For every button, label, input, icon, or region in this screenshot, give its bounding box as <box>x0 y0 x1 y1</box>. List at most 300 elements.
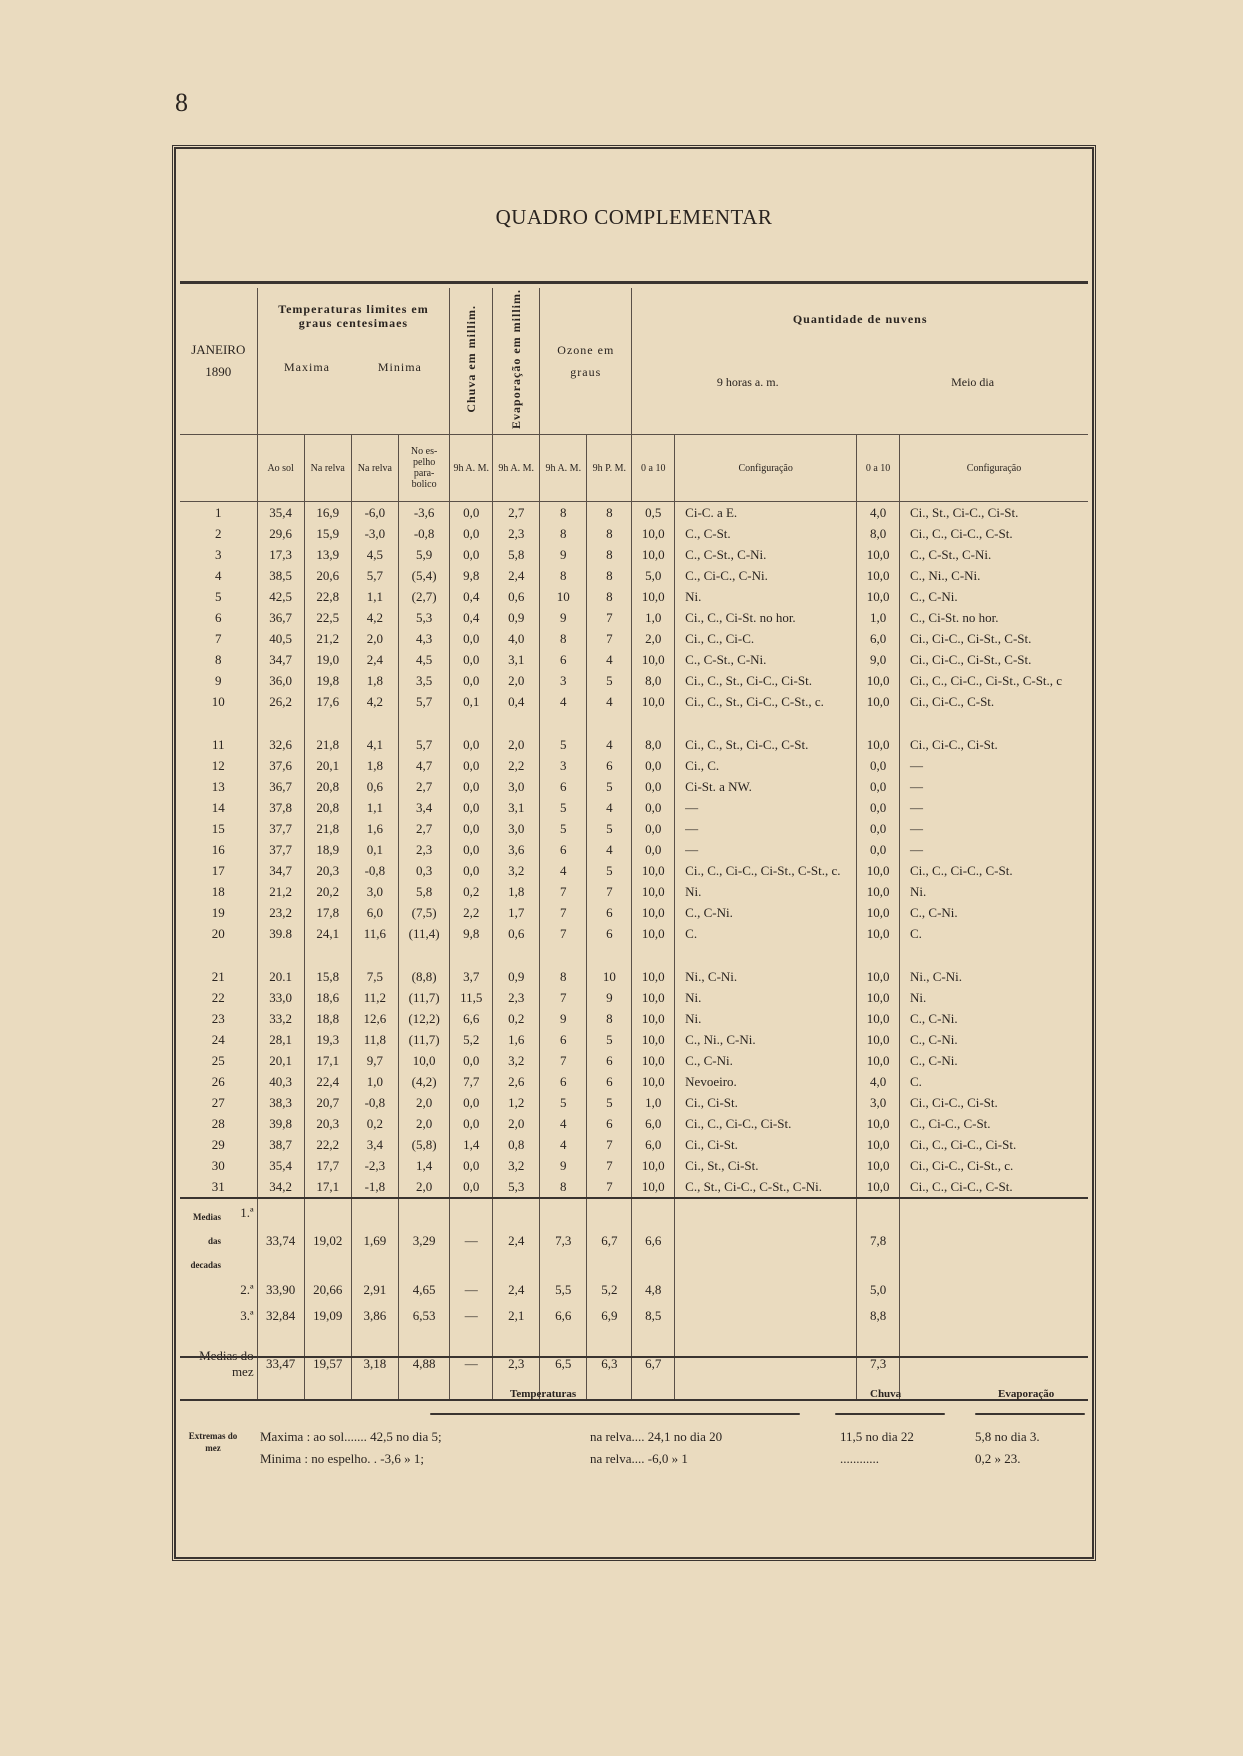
value-cell: 21,8 <box>304 734 351 755</box>
value-cell: 0,2 <box>450 881 493 902</box>
table-row <box>180 1176 1088 1198</box>
value-cell: 22,5 <box>304 607 351 628</box>
day-cell: 20 <box>211 925 225 941</box>
value-cell: 5 <box>587 1029 632 1050</box>
table-row <box>180 1050 1088 1071</box>
value-cell: 5,3 <box>493 1176 540 1198</box>
config-cell: Ci., Ci-C., Ci-St., C-St. <box>900 628 1089 649</box>
value-cell: 0,0 <box>857 818 900 839</box>
value-cell: 9,7 <box>351 1050 398 1071</box>
config-cell: C., C-St., C-Ni. <box>675 544 857 565</box>
config-cell: Ci-St. a NW. <box>675 776 857 797</box>
value-cell: 38,5 <box>257 565 304 586</box>
value-cell: 6 <box>587 1113 632 1134</box>
value-cell: 5,8 <box>398 881 449 902</box>
mean-cell: 2,1 <box>493 1303 540 1329</box>
mean-cell <box>675 1303 857 1329</box>
value-cell: 20,6 <box>304 565 351 586</box>
mean-cell: 6,7 <box>632 1329 675 1400</box>
value-cell: 40,3 <box>257 1071 304 1092</box>
value-cell: 10,0 <box>857 987 900 1008</box>
value-cell: 10,0 <box>632 923 675 966</box>
value-cell: 7 <box>540 1050 587 1071</box>
value-cell: 3 <box>540 670 587 691</box>
chuva-9h-header: 9h A. M. <box>450 435 493 502</box>
value-cell: 8,0 <box>632 734 675 755</box>
value-cell: 18,9 <box>304 839 351 860</box>
value-cell: 10,0 <box>857 1113 900 1134</box>
value-cell: (11,4) <box>398 923 449 966</box>
value-cell: 6 <box>587 755 632 776</box>
value-cell: 7 <box>587 1155 632 1176</box>
config-cell: Ci., C., St., Ci-C., C-St. <box>675 734 857 755</box>
value-cell: 1,8 <box>351 670 398 691</box>
value-cell: 4,7 <box>398 755 449 776</box>
value-cell: 0,0 <box>450 1092 493 1113</box>
config-cell: C., Ni., C-Ni. <box>675 1029 857 1050</box>
value-cell: 8 <box>540 966 587 987</box>
evap-max: 5,8 no dia 3. <box>975 1429 1040 1444</box>
table-row <box>180 818 1088 839</box>
value-cell: 5,7 <box>398 691 449 734</box>
value-cell: 17,6 <box>304 691 351 734</box>
mean-cell: — <box>450 1303 493 1329</box>
config-cell: Ci., C., Ci-St. no hor. <box>675 607 857 628</box>
chuva-header <box>450 288 493 435</box>
value-cell: 0,4 <box>450 586 493 607</box>
day-cell: 31 <box>211 1178 225 1194</box>
config-cell: Ni. <box>900 881 1089 902</box>
value-cell: 0,2 <box>493 1008 540 1029</box>
value-cell: 10,0 <box>857 966 900 987</box>
value-cell: 1,0 <box>632 1092 675 1113</box>
value-cell: 6 <box>587 1050 632 1071</box>
value-cell: 3 <box>540 755 587 776</box>
value-cell: 10,0 <box>857 586 900 607</box>
value-cell: -3,0 <box>351 523 398 544</box>
value-cell: 4,2 <box>351 691 398 734</box>
value-cell: 9 <box>540 1008 587 1029</box>
value-cell: 0,0 <box>450 1155 493 1176</box>
value-cell: (8,8) <box>398 966 449 987</box>
table-row <box>180 734 1088 755</box>
value-cell: 1,1 <box>351 586 398 607</box>
mean-cell: 4,88 <box>398 1329 449 1400</box>
table-row <box>180 797 1088 818</box>
value-cell: 4,0 <box>857 1071 900 1092</box>
table-row <box>180 670 1088 691</box>
table-row <box>180 776 1088 797</box>
value-cell: 2,2 <box>493 755 540 776</box>
config-cell: Ni. <box>675 881 857 902</box>
value-cell: 18,6 <box>304 987 351 1008</box>
config-cell: Ci., St., Ci-C., Ci-St. <box>900 502 1089 524</box>
value-cell: 0,0 <box>450 523 493 544</box>
value-cell: 10,0 <box>857 544 900 565</box>
value-cell: 2,4 <box>351 649 398 670</box>
value-cell: 8,0 <box>857 523 900 544</box>
value-cell: 5,3 <box>398 607 449 628</box>
day-cell: 25 <box>211 1052 225 1068</box>
decade-label: 2.ª <box>240 1282 254 1297</box>
value-cell: (5,4) <box>398 565 449 586</box>
value-cell: 1,1 <box>351 797 398 818</box>
value-cell: 7 <box>540 987 587 1008</box>
value-cell: 5 <box>587 776 632 797</box>
config-cell: Ci., C., Ci-C., C-St. <box>900 860 1089 881</box>
value-cell: 10,0 <box>857 1050 900 1071</box>
value-cell: 2,0 <box>493 670 540 691</box>
table-row <box>180 839 1088 860</box>
config-cell: Ni. <box>675 1008 857 1029</box>
value-cell: 0,0 <box>450 628 493 649</box>
value-cell: -0,8 <box>351 860 398 881</box>
value-cell: 8 <box>540 502 587 524</box>
config-cell: C., Ci-C., C-Ni. <box>675 565 857 586</box>
value-cell: 3,1 <box>493 797 540 818</box>
value-cell: 0,2 <box>351 1113 398 1134</box>
value-cell: 39.8 <box>257 923 304 966</box>
value-cell: 11,8 <box>351 1029 398 1050</box>
config-cell: Ni., C-Ni. <box>675 966 857 987</box>
table-row <box>180 628 1088 649</box>
value-cell: 10,0 <box>632 902 675 923</box>
config-cell: Ci., Ci-C., Ci-St. <box>900 1092 1089 1113</box>
value-cell: 7 <box>540 881 587 902</box>
value-cell: (5,8) <box>398 1134 449 1155</box>
value-cell: 20,2 <box>304 881 351 902</box>
extremes-section <box>180 1356 1088 1548</box>
mean-cell: 19,09 <box>304 1303 351 1329</box>
value-cell: 8 <box>540 628 587 649</box>
extremes-temp-heading: Temperaturas <box>510 1388 577 1400</box>
value-cell: 9 <box>540 544 587 565</box>
value-cell: 2,0 <box>493 734 540 755</box>
table-row <box>180 502 1088 524</box>
chuva-min: ............ <box>840 1451 879 1466</box>
config-cell: Ci., C., Ci-C., C-St. <box>900 1176 1089 1198</box>
value-cell: 2,0 <box>398 1176 449 1198</box>
value-cell: 8 <box>540 523 587 544</box>
value-cell: 35,4 <box>257 1155 304 1176</box>
mean-cell: 3,29 <box>398 1198 449 1277</box>
mean-cell: 7,8 <box>857 1198 900 1277</box>
value-cell: 0,0 <box>450 797 493 818</box>
nuvens-label: Quantidade de nuvens <box>792 312 928 326</box>
mean-cell: 33,74 <box>257 1198 304 1277</box>
value-cell: (11,7) <box>398 1029 449 1050</box>
config-cell: C., C-St. <box>675 523 857 544</box>
value-cell: 10,0 <box>398 1050 449 1071</box>
value-cell: 17,7 <box>304 1155 351 1176</box>
value-cell: 10,0 <box>632 691 675 734</box>
value-cell: 7 <box>587 881 632 902</box>
mean-cell: 1,69 <box>351 1198 398 1277</box>
day-cell: 18 <box>211 883 225 899</box>
value-cell: 7 <box>587 1134 632 1155</box>
value-cell: (2,7) <box>398 586 449 607</box>
mean-cell: 2,4 <box>493 1198 540 1277</box>
value-cell: 20,3 <box>304 860 351 881</box>
mean-cell: 5,0 <box>857 1277 900 1303</box>
value-cell: 13,9 <box>304 544 351 565</box>
value-cell: 10,0 <box>632 1008 675 1029</box>
table-row <box>180 1092 1088 1113</box>
month-header <box>180 288 257 435</box>
mean-cell <box>900 1303 1089 1329</box>
config-cell: — <box>675 797 857 818</box>
value-cell: 6 <box>540 1071 587 1092</box>
mean-cell: 19,57 <box>304 1329 351 1400</box>
mean-cell: 6,5 <box>540 1329 587 1400</box>
value-cell: 3,2 <box>493 1050 540 1071</box>
value-cell: 7,5 <box>351 966 398 987</box>
value-cell: 2,0 <box>632 628 675 649</box>
value-cell: 2,4 <box>493 565 540 586</box>
value-cell: 4,0 <box>857 502 900 524</box>
day-cell: 26 <box>211 1073 225 1089</box>
month-label: JANEIRO <box>191 342 246 357</box>
day-cell: 6 <box>215 609 222 625</box>
value-cell: 10,0 <box>632 881 675 902</box>
value-cell: 4 <box>587 649 632 670</box>
value-cell: 0,3 <box>398 860 449 881</box>
value-cell: 7 <box>587 607 632 628</box>
day-cell: 8 <box>215 651 222 667</box>
config-cell: Ci., C., Ci-C. <box>675 628 857 649</box>
extremes-evap-heading: Evaporação <box>998 1388 1055 1400</box>
day-cell: 28 <box>211 1115 225 1131</box>
config-cell: C., C-St., C-Ni. <box>900 544 1089 565</box>
value-cell: 8 <box>587 565 632 586</box>
value-cell: 34,7 <box>257 649 304 670</box>
value-cell: 10,0 <box>857 881 900 902</box>
table-row <box>180 1113 1088 1134</box>
day-cell: 15 <box>211 820 225 836</box>
config-cell: Ci., C., Ci-C., Ci-St., C-St., c. <box>675 860 857 881</box>
value-cell: 7 <box>540 923 587 966</box>
config-cell: Nevoeiro. <box>675 1071 857 1092</box>
mean-cell: 6,9 <box>587 1303 632 1329</box>
config-cell: Ci., C., Ci-C., Ci-St., C-St., c <box>900 670 1089 691</box>
temp-group-label: Temperaturas limites em graus centesimaes <box>278 302 429 330</box>
value-cell: 0,0 <box>632 776 675 797</box>
config-9-header: Configuração <box>675 435 857 502</box>
value-cell: 10,0 <box>857 1155 900 1176</box>
value-cell: 17,8 <box>304 902 351 923</box>
mean-cell: 8,8 <box>857 1303 900 1329</box>
value-cell: 0,4 <box>450 607 493 628</box>
config-cell: Ci., C., St., Ci-C., C-St., c. <box>675 691 857 734</box>
value-cell: 0,0 <box>857 755 900 776</box>
value-cell: 1,8 <box>351 755 398 776</box>
mean-cell: 32,84 <box>257 1303 304 1329</box>
day-cell: 5 <box>215 588 222 604</box>
value-cell: 19,0 <box>304 649 351 670</box>
value-cell: 10,0 <box>857 670 900 691</box>
value-cell: 19,8 <box>304 670 351 691</box>
value-cell: 18,8 <box>304 1008 351 1029</box>
table-body <box>180 502 1088 1199</box>
config-cell: Ci., Ci-C., Ci-St., C-St. <box>900 649 1089 670</box>
value-cell: 8 <box>587 502 632 524</box>
decade-label: 3.ª <box>240 1308 254 1323</box>
value-cell: 20,1 <box>257 1050 304 1071</box>
config-cell: — <box>900 818 1089 839</box>
value-cell: 0,0 <box>450 649 493 670</box>
extreme-max-relva: na relva.... 24,1 no dia 20 <box>590 1429 723 1444</box>
value-cell: 6 <box>587 923 632 966</box>
table-row <box>180 523 1088 544</box>
value-cell: 42,5 <box>257 586 304 607</box>
value-cell: 6,0 <box>632 1113 675 1134</box>
value-cell: 5,2 <box>450 1029 493 1050</box>
value-cell: 20,3 <box>304 1113 351 1134</box>
mean-cell: 2,4 <box>493 1277 540 1303</box>
value-cell: 0,0 <box>450 502 493 524</box>
value-cell: 0,0 <box>857 797 900 818</box>
config-cell: C., C-Ni. <box>900 1029 1089 1050</box>
value-cell: 0,0 <box>450 544 493 565</box>
decade-mean-row <box>180 1277 1088 1303</box>
value-cell: 10,0 <box>857 902 900 923</box>
config-cell: Ci., Ci-C., C-St. <box>900 691 1089 734</box>
value-cell: 8 <box>587 586 632 607</box>
value-cell: 1,7 <box>493 902 540 923</box>
table-row <box>180 565 1088 586</box>
value-cell: 0,6 <box>493 586 540 607</box>
value-cell: 5,8 <box>493 544 540 565</box>
value-cell: 10,0 <box>632 1155 675 1176</box>
day-cell: 1 <box>215 504 222 520</box>
value-cell: 6,0 <box>632 1134 675 1155</box>
value-cell: 10,0 <box>857 923 900 966</box>
mean-cell: 33,90 <box>257 1277 304 1303</box>
value-cell: -2,3 <box>351 1155 398 1176</box>
value-cell: 4,5 <box>351 544 398 565</box>
extremes-chuva-heading: Chuva <box>870 1388 902 1400</box>
value-cell: 10,0 <box>857 860 900 881</box>
value-cell: 5,0 <box>632 565 675 586</box>
day-cell: 24 <box>211 1031 225 1047</box>
value-cell: 9 <box>587 987 632 1008</box>
decade-number: 1.ª <box>240 1205 254 1220</box>
value-cell: 0,9 <box>493 966 540 987</box>
config-cell: C., Ci-St. no hor. <box>900 607 1089 628</box>
value-cell: 3,0 <box>857 1092 900 1113</box>
config-cell: Ci-C. a E. <box>675 502 857 524</box>
value-cell: 0,5 <box>632 502 675 524</box>
decade-mean-row <box>180 1303 1088 1329</box>
value-cell: 10,0 <box>632 649 675 670</box>
value-cell: 7 <box>587 628 632 649</box>
day-cell: 2 <box>215 525 222 541</box>
value-cell: 3,0 <box>493 776 540 797</box>
value-cell: 1,6 <box>351 818 398 839</box>
table-row <box>180 1155 1088 1176</box>
value-cell: 5 <box>540 818 587 839</box>
value-cell: 4 <box>587 797 632 818</box>
config-cell: Ci., Ci-St. <box>675 1092 857 1113</box>
value-cell: 10,0 <box>857 734 900 755</box>
value-cell: 10,0 <box>632 966 675 987</box>
value-cell: 1,4 <box>450 1134 493 1155</box>
value-cell: 4 <box>540 1134 587 1155</box>
value-cell: 21,2 <box>304 628 351 649</box>
extreme-max: Maxima : ao sol....... 42,5 no dia 5; <box>260 1429 442 1444</box>
value-cell: 0,0 <box>857 776 900 797</box>
value-cell: 4 <box>540 1113 587 1134</box>
value-cell: 0,0 <box>450 1176 493 1198</box>
value-cell: 5 <box>587 670 632 691</box>
value-cell: 9 <box>540 607 587 628</box>
value-cell: 10,0 <box>632 544 675 565</box>
mean-cell: 6,3 <box>587 1329 632 1400</box>
mean-cell: 4,65 <box>398 1277 449 1303</box>
value-cell: 1,0 <box>857 607 900 628</box>
value-cell: 3,5 <box>398 670 449 691</box>
value-cell: 4,5 <box>398 649 449 670</box>
data-table <box>180 288 1088 1401</box>
value-cell: 8 <box>587 523 632 544</box>
mean-cell: 8,5 <box>632 1303 675 1329</box>
value-cell: 22,4 <box>304 1071 351 1092</box>
day-cell: 3 <box>215 546 222 562</box>
value-cell: 0,0 <box>450 755 493 776</box>
value-cell: 0,0 <box>450 1113 493 1134</box>
decadas-label: Medias das decadas <box>190 1212 221 1270</box>
value-cell: 3,2 <box>493 860 540 881</box>
value-cell: 0,0 <box>632 797 675 818</box>
value-cell: 9,8 <box>450 923 493 966</box>
mean-cell: 3,86 <box>351 1303 398 1329</box>
value-cell: 15,9 <box>304 523 351 544</box>
value-cell: 0,0 <box>450 860 493 881</box>
table-row <box>180 607 1088 628</box>
value-cell: 8 <box>587 544 632 565</box>
value-cell: 37,7 <box>257 818 304 839</box>
value-cell: 0,0 <box>450 776 493 797</box>
config-cell: — <box>675 839 857 860</box>
value-cell: 0,1 <box>351 839 398 860</box>
ozone-9pm-header: 9h P. M. <box>587 435 632 502</box>
evap-9h-header: 9h A. M. <box>493 435 540 502</box>
maxima-label: Maxima <box>284 360 331 374</box>
value-cell: 10,0 <box>632 1176 675 1198</box>
value-cell: 2,3 <box>493 987 540 1008</box>
mean-cell: — <box>450 1329 493 1400</box>
value-cell: 29,6 <box>257 523 304 544</box>
value-cell: -0,8 <box>398 523 449 544</box>
value-cell: 21,8 <box>304 818 351 839</box>
value-cell: 10,0 <box>632 523 675 544</box>
mean-cell: 33,47 <box>257 1329 304 1400</box>
value-cell: 20,7 <box>304 1092 351 1113</box>
config-cell: Ci., C., St., Ci-C., Ci-St. <box>675 670 857 691</box>
value-cell: 4 <box>587 691 632 734</box>
value-cell: 10 <box>587 966 632 987</box>
config-cell: C., C-Ni. <box>900 1050 1089 1071</box>
value-cell: 35,4 <box>257 502 304 524</box>
value-cell: 9 <box>540 1155 587 1176</box>
value-cell: 0,0 <box>632 818 675 839</box>
value-cell: 2,7 <box>398 776 449 797</box>
day-cell: 22 <box>211 989 225 1005</box>
value-cell: 2,6 <box>493 1071 540 1092</box>
value-cell: 5 <box>587 860 632 881</box>
decade-mean-row <box>180 1198 1088 1277</box>
value-cell: 10,0 <box>857 1008 900 1029</box>
